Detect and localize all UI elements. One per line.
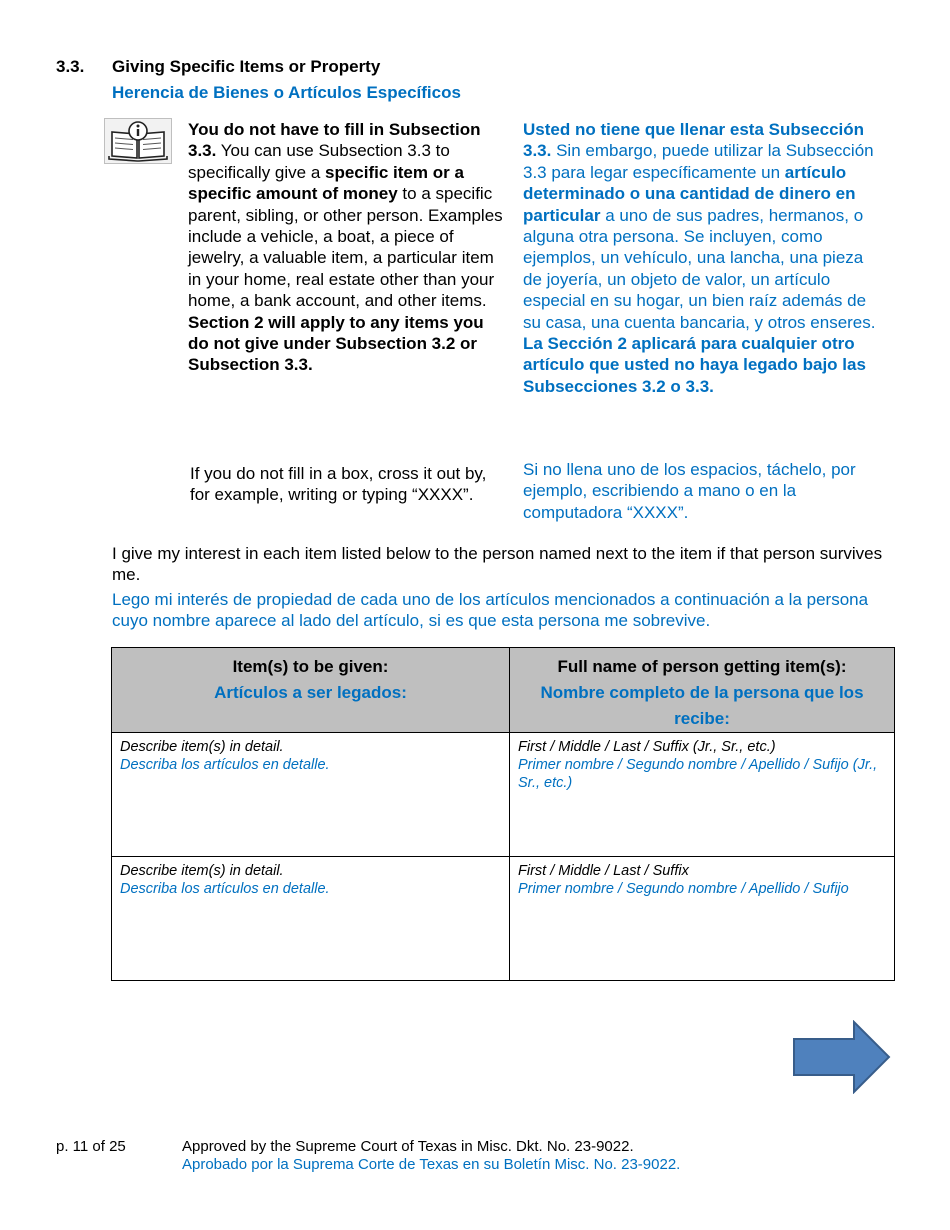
header-person-label: Full name of person getting item(s): bbox=[557, 657, 847, 676]
info-en-bold-2: specific item or a specific amount of money bbox=[188, 162, 464, 204]
approval-note: Approved by the Supreme Court of Texas in Misc. Dkt. No. 23-9022. bbox=[182, 1138, 634, 1155]
info-en-bold-1: You do not have to fill in Subsection 3.3. bbox=[188, 120, 481, 161]
section-title: Giving Specific Items or Property bbox=[112, 57, 381, 76]
header-person-label-spanish: Nombre completo de la persona que los recibe: bbox=[540, 683, 864, 728]
name-hint-spanish: Primer nombre / Segundo nombre / Apellido / Sufijo bbox=[518, 881, 849, 897]
name-hint: First / Middle / Last / Suffix bbox=[518, 863, 689, 879]
give-statement-english: I give my interest in each item listed below to the person named next to the item if that person survives me. bbox=[112, 544, 883, 585]
header-person-name bbox=[510, 648, 895, 733]
header-items-to-be-given bbox=[112, 648, 510, 733]
info-text-spanish bbox=[523, 119, 883, 397]
recipient-name-field[interactable] bbox=[510, 857, 895, 981]
page-number: p. 11 of 25 bbox=[56, 1138, 126, 1155]
info-text-english bbox=[188, 119, 506, 376]
info-en-bold-3: Section 2 will apply to any items you do not give under Subsection 3.2 or Subsection 3.3. bbox=[188, 312, 484, 375]
info-es-bold-1: Usted no tiene que llenar esta Subsección 3.3. bbox=[523, 120, 865, 161]
item-hint: Describe item(s) in detail. bbox=[120, 739, 284, 755]
header-items-label: Item(s) to be given: bbox=[232, 657, 389, 676]
table-row bbox=[112, 733, 895, 857]
item-hint-spanish: Describa los artículos en detalle. bbox=[120, 757, 330, 773]
info-es-bold-2: artículo determinado o una cantidad de dinero en particular bbox=[523, 162, 856, 225]
item-hint-spanish: Describa los artículos en detalle. bbox=[120, 881, 330, 897]
info-en-text-1: You can use Subsection 3.3 to specifically give a bbox=[188, 141, 450, 182]
name-hint-spanish: Primer nombre / Segundo nombre / Apellido / Sufijo (Jr., Sr., etc.) bbox=[518, 757, 878, 791]
info-es-bold-3: La Sección 2 aplicará para cualquier otro artículo que usted no haya legado bajo las Subsecciones 3.2 o 3.3. bbox=[523, 334, 866, 396]
table-header-row bbox=[112, 648, 895, 733]
item-description-field[interactable] bbox=[112, 857, 510, 981]
cross-out-instruction-english: If you do not fill in a box, cross it out by, for example, writing or typing “XXXX”. bbox=[190, 464, 487, 505]
info-es-text-1: Sin embargo, puede utilizar la Subsección 3.3 para legar específicamente un bbox=[523, 141, 874, 182]
item-hint: Describe item(s) in detail. bbox=[120, 863, 284, 879]
table-row bbox=[112, 857, 895, 981]
header-items-label-spanish: Artículos a ser legados: bbox=[214, 683, 407, 702]
cross-out-instruction-spanish: Si no llena uno de los espacios, táchelo, por ejemplo, escribiendo a mano o en la computadora “XXXX”. bbox=[523, 460, 856, 522]
info-es-text-2: a uno de sus padres, hermanos, o alguna otra persona. Se incluyen, como ejemplos, un vehículo, una lancha, una pieza de joyería, un objeto de valor, un artículo especial en su hogar, un bien raíz además de su casa, una cuenta bancaria, y otros enseres. bbox=[523, 205, 876, 332]
specific-items-table bbox=[111, 647, 895, 981]
info-book-icon bbox=[104, 118, 172, 164]
approval-note-spanish: Aprobado por la Suprema Corte de Texas en su Boletín Misc. No. 23-9022. bbox=[182, 1156, 681, 1173]
recipient-name-field[interactable] bbox=[510, 733, 895, 857]
item-description-field[interactable] bbox=[112, 733, 510, 857]
give-statement-spanish: Lego mi interés de propiedad de cada uno de los artículos mencionados a continuación a la persona cuyo nombre aparece al lado del artículo, si es que esta persona me sobrevive. bbox=[112, 590, 869, 631]
name-hint: First / Middle / Last / Suffix (Jr., Sr., etc.) bbox=[518, 739, 776, 755]
next-page-arrow-icon[interactable] bbox=[792, 1020, 892, 1094]
section-title-spanish: Herencia de Bienes o Artículos Específicos bbox=[112, 83, 461, 102]
section-number: 3.3. bbox=[56, 57, 85, 76]
info-en-text-2: to a specific parent, sibling, or other person. Examples include a vehicle, a boat, a piece of jewelry, a valuable item, a particular item in your home, real estate other than your home, a bank account, and other items. bbox=[188, 184, 503, 311]
